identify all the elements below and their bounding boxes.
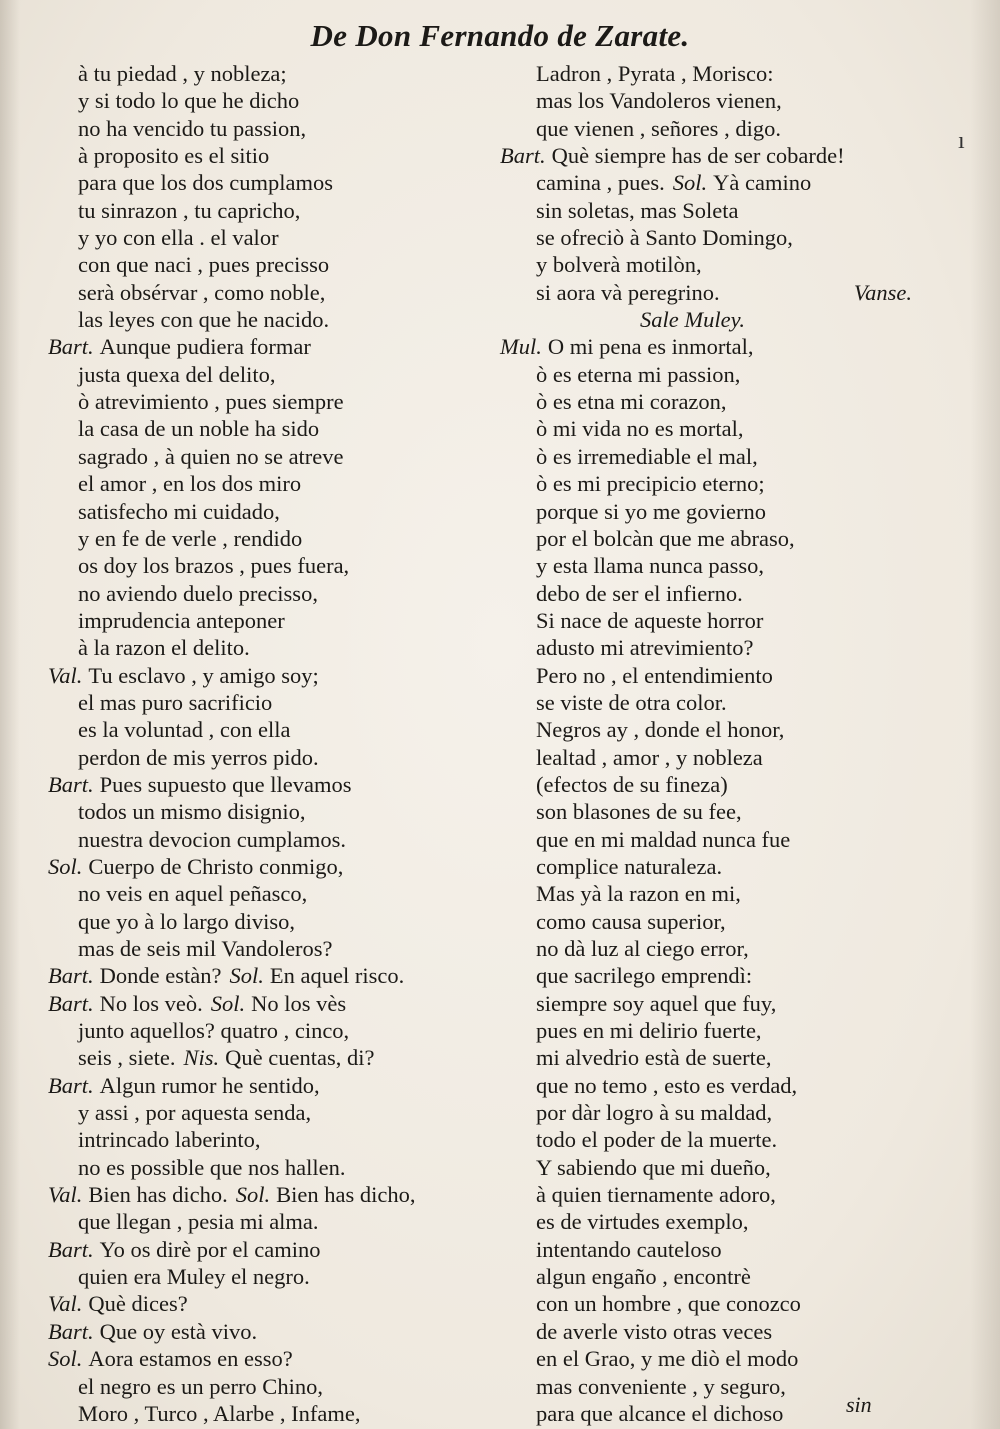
verse-line [500, 990, 900, 1017]
verse-text: Què cuentas, di? [225, 1045, 375, 1071]
verse-line [48, 1099, 478, 1126]
verse-text: en el Grao, y me diò el modo [536, 1346, 799, 1372]
verse-line [500, 634, 900, 661]
verse-line [48, 169, 478, 196]
verse-text: las leyes con que he nacido. [78, 307, 330, 333]
verse-text: y esta llama nunca passo, [536, 553, 765, 579]
verse-line [48, 1044, 478, 1071]
verse-line [48, 1208, 478, 1235]
verse-text: para que alcance el dichoso [536, 1400, 784, 1426]
verse-line [500, 87, 900, 114]
speaker-label: Sol. [48, 1346, 83, 1372]
verse-text: imprudencia anteponer [78, 607, 285, 633]
verse-text: No los veò. [99, 990, 203, 1016]
verse-text: Mas yà la razon en mi, [536, 881, 741, 907]
verse-text: ò es irremediable el mal, [536, 443, 758, 469]
speaker-label: Bart. [48, 334, 94, 360]
verse-line [500, 1072, 900, 1099]
verse-text: mas los Vandoleros vienen, [536, 88, 782, 114]
verse-text: sin soletas, mas Soleta [536, 197, 739, 223]
speaker-label: Bart. [48, 1236, 94, 1262]
verse-text: adusto mi atrevimiento? [536, 635, 754, 661]
verse-line [48, 470, 478, 497]
verse-text: sagrado , à quien no se atreve [78, 443, 344, 469]
verse-text: y si todo lo que he dicho [78, 88, 300, 114]
verse-line [48, 415, 478, 442]
speaker-label: Val. [48, 1182, 83, 1208]
verse-text: Aunque pudiera formar [99, 334, 311, 360]
verse-text: pues en mi delirio fuerte, [536, 1018, 762, 1044]
verse-line [48, 1236, 478, 1263]
verse-line [48, 1181, 478, 1208]
verse-line [500, 552, 900, 579]
verse-text: nuestra devocion cumplamos. [78, 826, 347, 852]
verse-line [500, 388, 900, 415]
verse-text: que vienen , señores , digo. [536, 115, 781, 141]
verse-text: la casa de un noble ha sido [78, 416, 320, 442]
verse-line [500, 1263, 900, 1290]
verse-text: à proposito es el sitio [78, 143, 270, 169]
verse-text: perdon de mis yerros pido. [78, 744, 319, 770]
verse-text: O mi pena es inmortal, [547, 334, 754, 360]
verse-text: os doy los brazos , pues fuera, [78, 553, 350, 579]
verse-text: es la voluntad , con ella [78, 717, 291, 743]
verse-line [48, 634, 478, 661]
verse-line [500, 60, 900, 87]
verse-line [500, 716, 900, 743]
verse-line [48, 853, 478, 880]
verse-text: Bien has dicho, [276, 1182, 416, 1208]
verse-text: que sacrilego emprendì: [536, 963, 753, 989]
verse-line [500, 1345, 900, 1372]
verse-line [48, 1126, 478, 1153]
verse-text: ò es mi precipicio eterno; [536, 471, 765, 497]
verse-text: el amor , en los dos miro [78, 471, 302, 497]
verse-text: junto aquellos? quatro , cinco, [78, 1018, 350, 1044]
verse-text: ò mi vida no es mortal, [536, 416, 744, 442]
verse-text: si aora và peregrino. [536, 279, 720, 305]
verse-text: porque si yo me govierno [536, 498, 766, 524]
verse-line [500, 580, 900, 607]
verse-text: algun engaño , encontrè [536, 1264, 751, 1290]
verse-line [500, 607, 900, 634]
running-header: De Don Fernando de Zarate. [310, 18, 690, 53]
verse-text: el mas puro sacrificio [78, 689, 273, 715]
speaker-label: Bart. [48, 990, 94, 1016]
verse-line [48, 60, 478, 87]
verse-line [500, 306, 900, 333]
verse-line [48, 826, 478, 853]
verse-text: quien era Muley el negro. [78, 1264, 310, 1290]
verse-text: à quien tiernamente adoro, [536, 1182, 776, 1208]
verse-text: son blasones de su fee, [536, 799, 742, 825]
verse-line [500, 1400, 900, 1427]
verse-text: seis , siete. [78, 1045, 176, 1071]
verse-text: Yà camino [713, 170, 812, 196]
verse-line [500, 470, 900, 497]
verse-text: ò es eterna mi passion, [536, 361, 741, 387]
verse-text: Negros ay , donde el honor, [536, 717, 785, 743]
verse-line [500, 962, 900, 989]
speaker-label: Val. [48, 1291, 83, 1317]
left-text-column [48, 60, 478, 1427]
verse-text: complice naturaleza. [536, 853, 723, 879]
verse-text: como causa superior, [536, 908, 726, 934]
verse-line [48, 990, 478, 1017]
verse-line [48, 935, 478, 962]
verse-text: à tu piedad , y nobleza; [78, 61, 287, 86]
verse-text: satisfecho mi cuidado, [78, 498, 280, 524]
verse-text: para que los dos cumplamos [78, 170, 333, 196]
verse-text: el negro es un perro Chino, [78, 1373, 323, 1399]
verse-line [500, 1154, 900, 1181]
verse-line [500, 1373, 900, 1400]
verse-line [48, 388, 478, 415]
verse-text: no aviendo duelo precisso, [78, 580, 318, 606]
verse-line [500, 498, 900, 525]
verse-line [48, 798, 478, 825]
speaker-label: Nis. [183, 1045, 220, 1071]
verse-text: que no temo , esto es verdad, [536, 1072, 798, 1098]
verse-text: siempre soy aquel que fuy, [536, 990, 777, 1016]
verse-line [500, 224, 900, 251]
verse-line [48, 552, 478, 579]
right-text-column [500, 60, 912, 1427]
verse-line [500, 1099, 900, 1126]
verse-line [500, 361, 900, 388]
verse-line [48, 1318, 478, 1345]
speaker-label: Bart. [500, 143, 546, 169]
verse-text: no dà luz al ciego error, [536, 936, 749, 961]
verse-line [48, 689, 478, 716]
verse-text: que en mi maldad nunca fue [536, 826, 791, 852]
verse-text: Tu esclavo , y amigo soy; [88, 662, 319, 688]
verse-line [48, 962, 478, 989]
verse-text: y assi , por aquesta senda, [78, 1100, 312, 1126]
verse-line [48, 1290, 478, 1317]
verse-text: Pues supuesto que llevamos [99, 771, 352, 797]
verse-text: camina , pues. [536, 170, 665, 196]
verse-text: Que oy està vivo. [99, 1318, 258, 1344]
verse-text: se ofreciò à Santo Domingo, [536, 225, 793, 251]
verse-text: Què dices? [88, 1291, 188, 1317]
verse-line [48, 224, 478, 251]
page-gutter-shadow [0, 0, 20, 1429]
verse-text: Yo os dirè por el camino [99, 1236, 321, 1262]
verse-line [500, 1181, 900, 1208]
verse-line [500, 251, 900, 278]
verse-text: Ladron , Pyrata , Morisco: [536, 61, 774, 86]
speaker-label: Val. [48, 662, 83, 688]
verse-line [48, 197, 478, 224]
catchword: sin [846, 1392, 872, 1417]
verse-line [48, 607, 478, 634]
verse-line [48, 142, 478, 169]
verse-text: à la razon el delito. [78, 635, 250, 661]
verse-line [48, 1263, 478, 1290]
verse-line [500, 1290, 900, 1317]
speaker-label: Bart. [48, 963, 94, 989]
verse-text: que llegan , pesia mi alma. [78, 1209, 319, 1235]
verse-line [500, 826, 900, 853]
verse-text: Donde estàn? [99, 963, 222, 989]
verse-text: Si nace de aqueste horror [536, 607, 764, 633]
verse-text: intrincado laberinto, [78, 1127, 261, 1153]
verse-line [500, 1318, 900, 1345]
verse-text: Aora estamos en esso? [88, 1346, 293, 1372]
verse-line [500, 197, 900, 224]
verse-line [48, 744, 478, 771]
verse-text: Y sabiendo que mi dueño, [536, 1154, 771, 1180]
verse-text: Cuerpo de Christo conmigo, [88, 853, 344, 879]
verse-line [48, 716, 478, 743]
verse-text: No los vès [251, 990, 347, 1016]
stage-direction: Vanse. [853, 279, 912, 305]
speaker-label: Sol. [672, 170, 708, 196]
verse-text: Moro , Turco , Alarbe , Infame, [78, 1400, 361, 1426]
verse-line [500, 279, 912, 306]
verse-line [500, 744, 900, 771]
verse-text: lealtad , amor , y nobleza [536, 744, 763, 770]
verse-text: mas conveniente , y seguro, [536, 1373, 786, 1399]
verse-line [48, 880, 478, 907]
verse-text: no ha vencido tu passion, [78, 115, 307, 141]
verse-text: con que naci , pues precisso [78, 252, 330, 278]
verse-text: no veis en aquel peñasco, [78, 881, 308, 907]
verse-line [48, 908, 478, 935]
verse-line [48, 1072, 478, 1099]
verse-text: serà obsérvar , como noble, [78, 279, 326, 305]
speaker-label: Sol. [48, 853, 83, 879]
verse-text: ò es etna mi corazon, [536, 389, 727, 415]
verse-line [48, 87, 478, 114]
verse-text: con un hombre , que conozco [536, 1291, 801, 1317]
speaker-label: Mul. [500, 334, 542, 360]
verse-line [48, 580, 478, 607]
verse-line [500, 115, 900, 142]
verse-line [500, 798, 900, 825]
speaker-label: Bart. [48, 1072, 94, 1098]
verse-line [500, 169, 900, 196]
verse-line [500, 415, 900, 442]
verse-text: justa quexa del delito, [78, 361, 276, 387]
verse-text: por dàr logro à su maldad, [536, 1100, 773, 1126]
verse-line [500, 771, 900, 798]
verse-text: (efectos de su fineza) [536, 771, 728, 797]
verse-line [500, 1126, 900, 1153]
verse-text: tu sinrazon , tu capricho, [78, 197, 301, 223]
verse-text: y bolverà motilòn, [536, 252, 702, 278]
verse-line [500, 689, 900, 716]
verse-text: Bien has dicho. [88, 1182, 228, 1208]
verse-line [48, 1154, 478, 1181]
verse-text: que yo à lo largo diviso, [78, 908, 296, 934]
verse-text: Què siempre has de ser cobarde! [551, 143, 845, 169]
verse-text: de averle visto otras veces [536, 1318, 773, 1344]
verse-text: Algun rumor he sentido, [99, 1072, 320, 1098]
verse-line [48, 525, 478, 552]
verse-text: y en fe de verle , rendido [78, 525, 303, 551]
verse-line [48, 115, 478, 142]
ink-mark-icon: ı [958, 128, 965, 154]
verse-line [48, 1345, 478, 1372]
verse-line [48, 1400, 478, 1427]
verse-line [48, 333, 478, 360]
verse-text: intentando cauteloso [536, 1236, 722, 1262]
verse-text: mi alvedrio està de suerte, [536, 1045, 772, 1071]
verse-line [48, 251, 478, 278]
verse-line [500, 142, 900, 169]
verse-text: En aquel risco. [269, 963, 405, 989]
verse-line [48, 306, 478, 333]
verse-line [48, 279, 478, 306]
verse-line [500, 1208, 900, 1235]
verse-text: todo el poder de la muerte. [536, 1127, 778, 1153]
verse-text: es de virtudes exemplo, [536, 1209, 749, 1235]
verse-line [48, 771, 478, 798]
verse-line [500, 880, 900, 907]
verse-line [500, 935, 900, 962]
verse-line [500, 908, 900, 935]
verse-line [500, 853, 900, 880]
verse-line [48, 443, 478, 470]
verse-line [500, 525, 900, 552]
verse-text: debo de ser el infierno. [536, 580, 743, 606]
verse-text: y yo con ella . el valor [78, 225, 279, 251]
stage-direction: Sale Muley. [640, 307, 745, 333]
verse-text: mas de seis mil Vandoleros? [78, 936, 333, 961]
verse-line [48, 498, 478, 525]
verse-line [48, 361, 478, 388]
verse-text: ò atrevimiento , pues siempre [78, 389, 344, 415]
speaker-label: Sol. [210, 990, 246, 1016]
verse-line [500, 443, 900, 470]
page-edge-shadow [970, 0, 1000, 1429]
verse-text: todos un mismo disignio, [78, 799, 306, 825]
speaker-label: Sol. [235, 1182, 271, 1208]
verse-line [500, 333, 900, 360]
verse-line [500, 1017, 900, 1044]
verse-line [500, 1044, 900, 1071]
verse-line [500, 1236, 900, 1263]
verse-text: no es possible que nos hallen. [78, 1154, 346, 1180]
verse-line [48, 1373, 478, 1400]
speaker-label: Bart. [48, 771, 94, 797]
verse-text: por el bolcàn que me abraso, [536, 525, 795, 551]
speaker-label: Bart. [48, 1318, 94, 1344]
verse-line [500, 662, 900, 689]
speaker-label: Sol. [229, 963, 264, 989]
verse-line [48, 1017, 478, 1044]
verse-text: se viste de otra color. [536, 689, 727, 715]
verse-text: Pero no , el entendimiento [536, 662, 773, 688]
verse-line [48, 662, 478, 689]
